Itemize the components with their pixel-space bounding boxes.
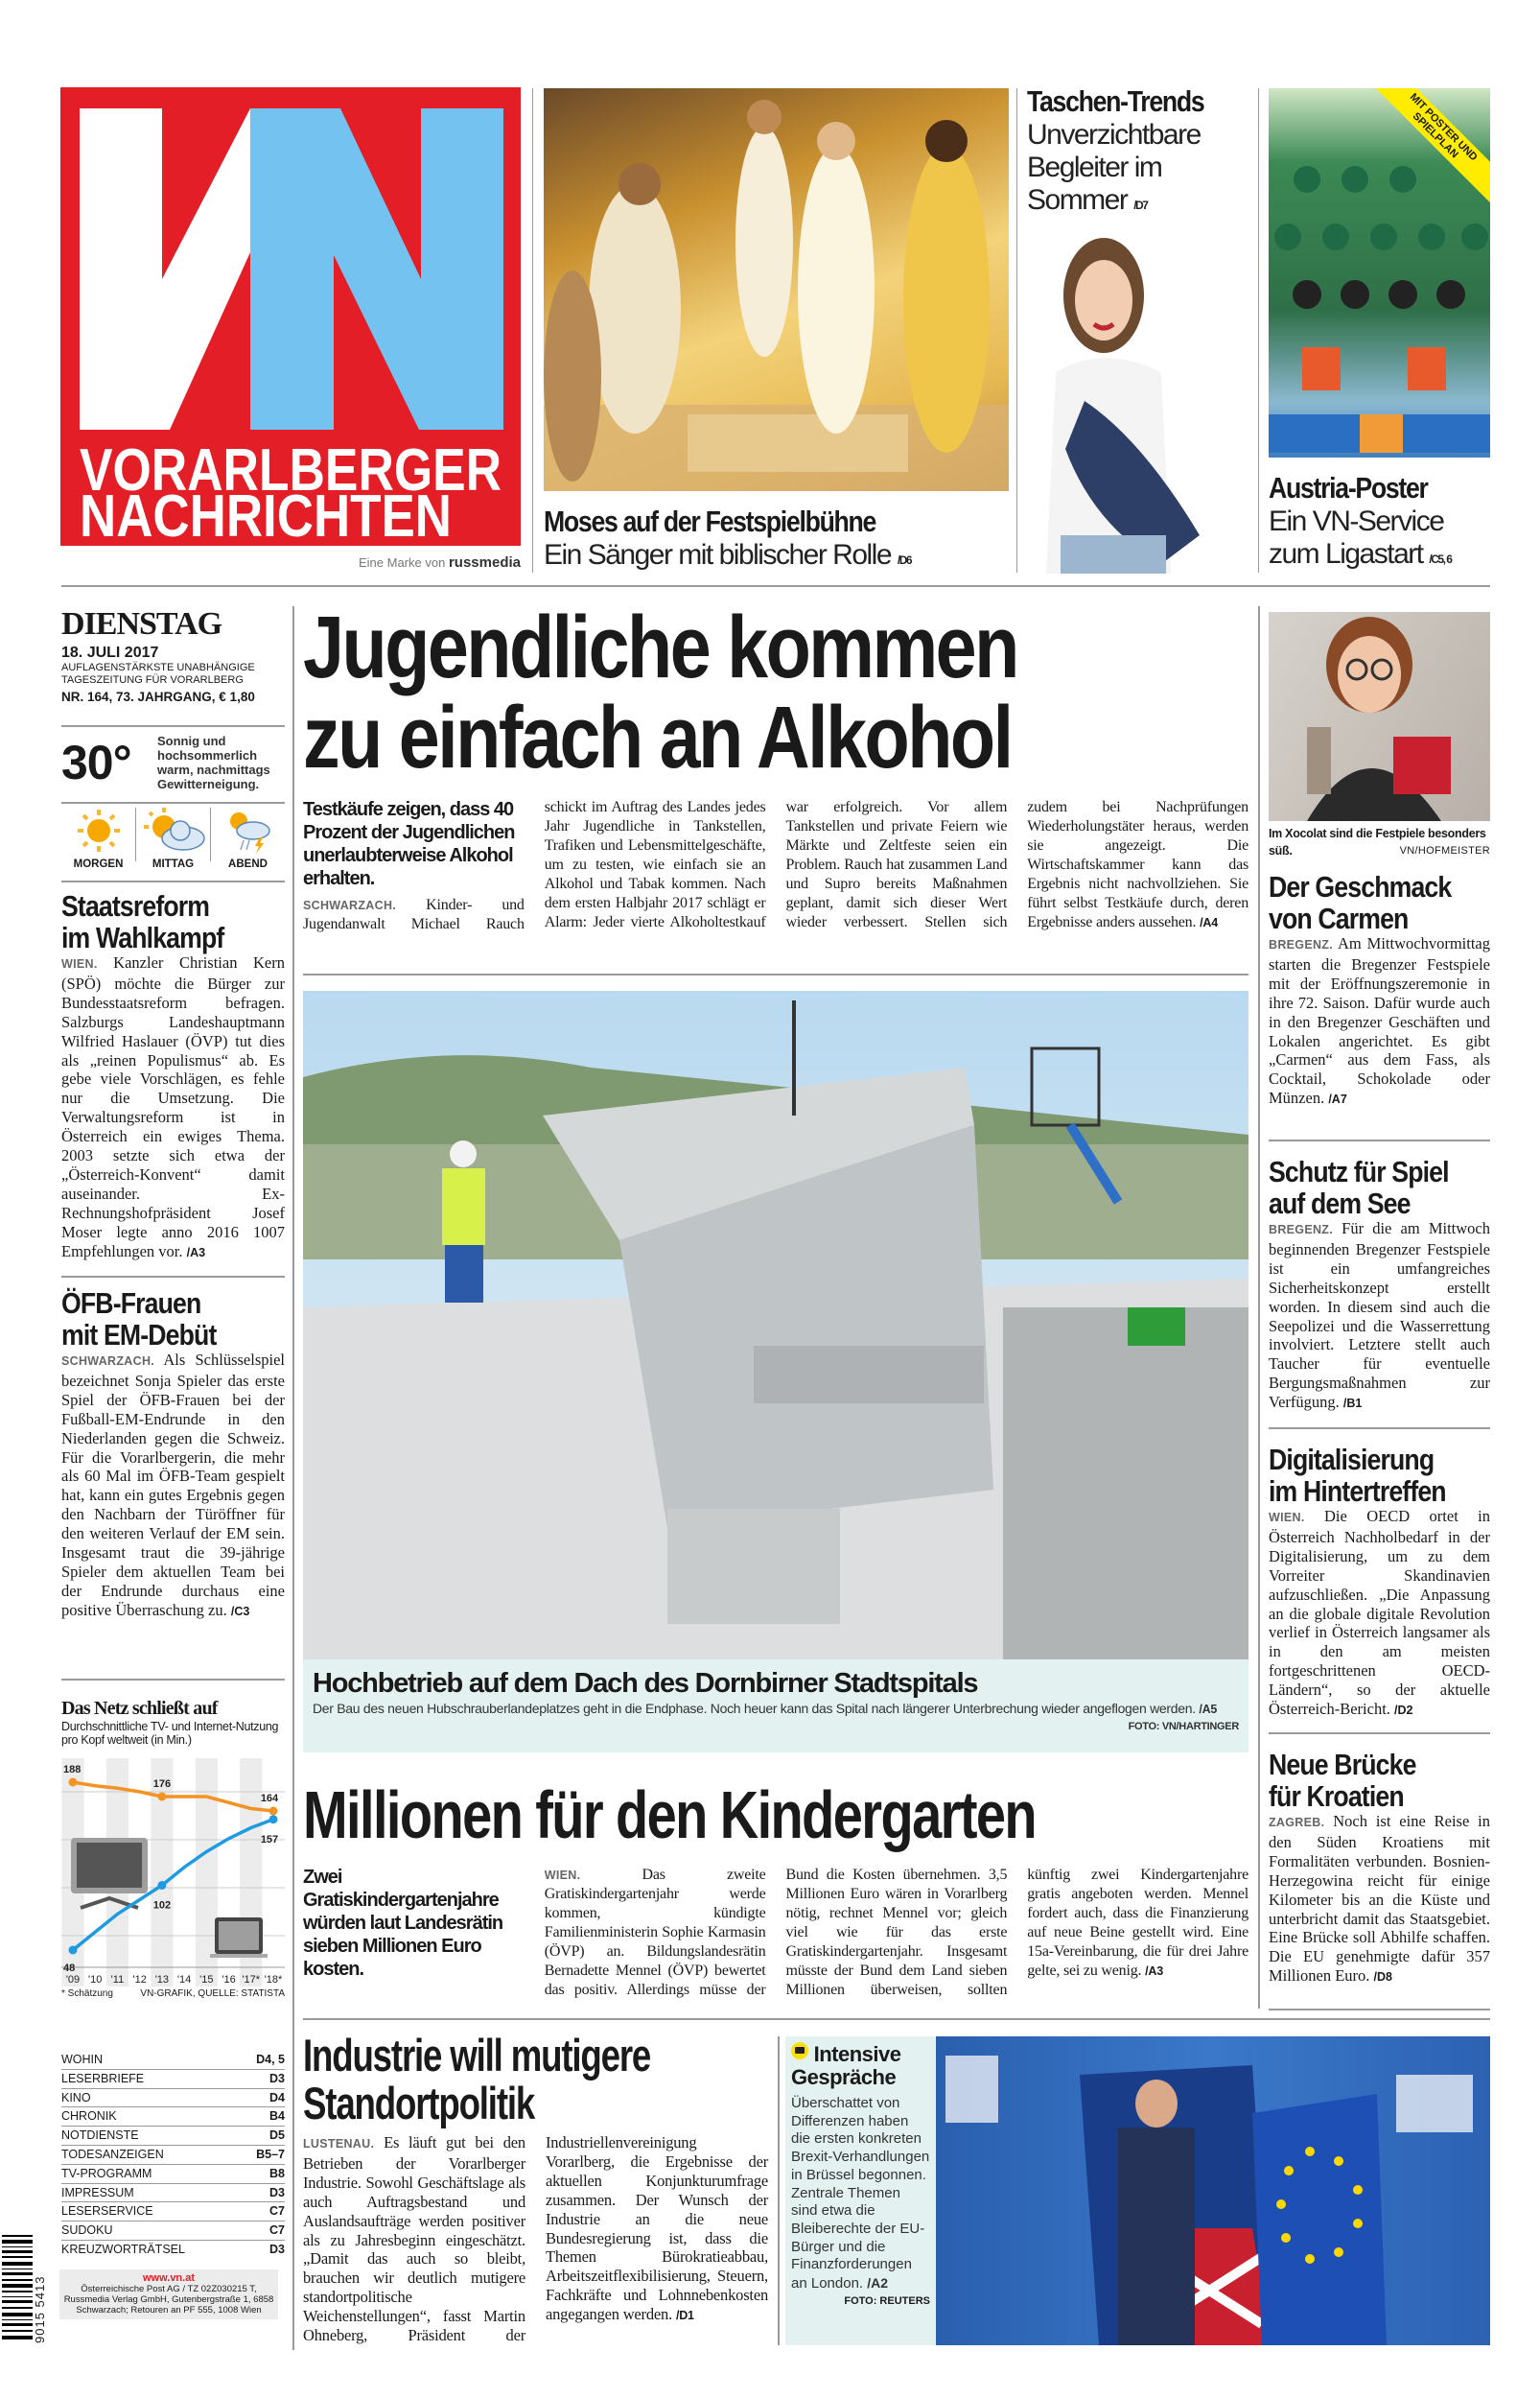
teaser-ref: /C5, 6 [1429,552,1452,566]
story-staatsreform[interactable] [61,890,285,1263]
index-page: C7 [269,2223,285,2238]
index-page: B8 [269,2166,285,2180]
story-body: SCHWARZACH. Als Schlüsselspiel bezeichnet Sonja Spieler das erste Spiel der ÖFB-Frauen bei der Fußball-EM-Endrunde in den Niederlanden gegen die Schweiz. Für die Vorarlbergerin, die mehr als 60 Mal im ÖFB-Team gespielt hat, kann ein gutes Ergebnis gegen den Nachbarn der Türöffner für den weiteren Verlauf der EM sein. Insgesamt traut die 39-jährige Spieler dem aktuellen Team bei der Endrunde durchaus eine positive Überraschung zu. /C3 [61,1351,285,1619]
story-headline: Neue Brücke für Kroatien [1269,1748,1416,1813]
brand-name: russmedia [448,554,521,571]
page-ref: /A2 [867,2275,889,2292]
photo-credit: VN/HOFMEISTER [1399,845,1490,857]
index-page: C7 [269,2204,285,2219]
index-item[interactable] [61,2202,285,2222]
teaser-ref: /D7 [1133,199,1148,212]
index-item[interactable] [61,2127,285,2146]
page-ref: /D1 [675,2309,694,2323]
weather-forecast [61,808,285,870]
teaser-subtitle-text: Ein Sänger mit biblischer Rolle [544,539,892,571]
page-ref: /D8 [1373,1970,1392,1985]
index-label: NOTDIENSTE [61,2128,139,2143]
second-story-text [303,1866,1248,2000]
story-headline: Staatsreform im Wahlkampf [61,889,224,954]
page-ref: /A7 [1328,1093,1347,1107]
weather-box [61,734,285,791]
index-item[interactable] [61,2051,285,2070]
contents-index [61,2051,285,2260]
index-label: TODESANZEIGEN [61,2147,164,2161]
edition-info [61,606,285,704]
index-label: WOHIN [61,2053,104,2066]
index-page: D5 [269,2128,285,2143]
index-item[interactable] [61,2070,285,2089]
x-tick-label: '17* [242,1974,261,1986]
index-label: LESERBRIEFE [61,2071,145,2085]
brexit-credit: FOTO: REUTERS [844,2294,930,2307]
index-item[interactable] [61,2165,285,2184]
poster-banner-text: MIT POSTER UND SPIELPLAN [1407,91,1480,164]
barcode-number: 9015 5413 [33,2275,47,2343]
index-page: B4 [269,2109,285,2124]
teaser-subtitle-text: Unverzichtbare Begleiter im Sommer [1027,119,1201,216]
logo[interactable] [60,87,521,546]
chart-subtitle: Durchschnittliche TV- und Internet-Nutzung pro Kopf weltweit (in Min.) [61,1720,279,1747]
vn-logo-mark [60,87,521,546]
data-point [69,1946,78,1955]
imprint-text: Österreichische Post AG / TZ 02Z030215 T, Russmedia Verlag GmbH, Gutenbergstraße 1, 6858 Schwarzach; Retouren an PF 555, 1008 Wien [63,2284,274,2316]
page-ref: /A4 [1200,916,1218,929]
logo-line1: VORARLBERGER [80,437,502,504]
weather-text: Sonnig und hochsommerlich warm, nachmittags Gewitterneigung. [157,734,270,791]
x-tick-label: '10 [88,1974,103,1986]
page-ref: /A3 [1145,1964,1163,1978]
dateline: WIEN. [61,957,98,971]
lead-story[interactable] [303,599,1248,787]
barcode-icon [2,2233,33,2343]
moses-photo [544,88,1009,491]
data-point [157,1881,166,1890]
forecast-evening [211,808,285,870]
index-label: TV-PROGRAMM [61,2166,152,2180]
camera-icon [791,2042,808,2059]
x-tick-label: '13 [154,1974,170,1986]
footer-box [59,2269,278,2319]
second-lede: Zwei Gratiskindergartenjahre würden laut Landesrätin sieben Millionen Euro kosten. [303,1867,503,1980]
story-body: WIEN. Die OECD ortet in Österreich Nachholbedarf in der Digitalisierung, um zu dem Vorreiter Skandinavien aufzuschließen. „Die Anpassung an die globale digitale Revolution verlief in Österreich langsamer als in den am meisten fortgeschrittenen OECD-Ländern“, so der aktuelle Österreich-Bericht. /D2 [1269,1507,1491,1719]
story-headline: Der Geschmack von Carmen [1269,870,1452,935]
story-right[interactable] [1269,1444,1490,1721]
photo-credit: FOTO: VN/HARTINGER [1128,1721,1239,1732]
story-right[interactable] [1269,871,1490,1110]
chart-title: Das Netz schließt auf [61,1698,218,1719]
x-tick-label: '18* [264,1974,283,1986]
data-point [269,1807,278,1816]
x-tick-label: '14 [176,1974,192,1986]
data-point [269,1815,278,1823]
brand-prefix: Eine Marke von [359,555,446,570]
story-headline: ÖFB-Frauen mit EM-Debüt [61,1286,217,1352]
brexit-body: Überschattet von Differenzen haben die ersten konkreten Brexit-Verhandlungen in Brüssel begonnen. Zentrale Themen sind etwa die Bleiberechte der EU-Bürger und die Finanzforderungen an London. /A2 [791,2095,930,2292]
teaser-subtitle [1269,505,1490,576]
teaser-subtitle-text: Ein VN-Service zum Ligastart [1269,505,1444,570]
story-headline: Schutz für Spiel auf dem See [1269,1155,1449,1220]
dateline: SCHWARZACH. [61,1354,155,1368]
teaser-title: Austria-Poster [1269,471,1428,505]
chart-source: VN-GRAFIK, QUELLE: STATISTA [140,1988,285,1999]
laptop-base-icon [210,1954,268,1958]
line-chart [61,1747,285,1987]
brexit-photo [936,2036,1490,2345]
index-label: CHRONIK [61,2109,117,2124]
teaser-moses[interactable] [544,88,1009,573]
photo-caption: Der Bau des neuen Hubschrauberlandeplatzes geht in die Endphase. Noch heuer kann das Spital nach längerer Unterbrechung wieder angeflogen werden. /A5 FOTO: VN/HARTINGER [313,1700,1239,1718]
sun-cloud-icon [140,808,207,854]
page-ref: /C3 [230,1604,250,1618]
forecast-label: MITTAG [152,858,195,870]
second-body: Zwei Gratiskindergartenjahre würden laut Landesrätin sieben Millionen Euro kosten. WIEN. Das zweite Gratiskindergartenjahr werde kommen, kündigte Familienministerin Sophie Karmasin (ÖVP) an. Bildungslandesrätin Bernadette Mennel (ÖVP) bewertet das positiv. Allerdings müsse der Bund die Kosten übernehmen. 3,5 Millionen Euro wären in Vorarlberg nötig, rechnet Mennel vor; gleich viel wie für das erste Gratiskindergartenjahr. Insgesamt müsste der Bund dem Land sieben Millionen überweisen, sollten künftig zwei Kindergartenjahre gratis angeboten werden. Mennel fordert auch, dass die Finanzierung auf neue Beine gestellt wird. Eine 15a-Vereinbarung, die für drei Jahre gelte, sei zu wenig. /A3 [303,1867,1248,1998]
x-tick-label: '16 [222,1974,236,1986]
data-label: 102 [152,1899,172,1912]
index-label: KINO [61,2090,91,2104]
forecast-midday [136,808,210,870]
woman-with-bag-image [1027,219,1249,574]
brand-line [288,554,521,571]
x-tick-label: '09 [65,1974,81,1986]
x-tick-label: '12 [132,1974,147,1986]
story-headline: Digitalisierung im Hintertreffen [1269,1443,1446,1508]
index-item[interactable] [61,2222,285,2241]
second-story[interactable] [303,1775,1248,1855]
index-label: LESERSERVICE [61,2204,153,2219]
thunderstorm-icon [220,808,277,854]
edition-issue: NR. 164, 73. JAHRGANG, € 1,80 [61,690,255,704]
logo-line2: NACHRICHTEN [80,483,452,546]
story-body: BREGENZ. Am Mittwochvormittag starten die Bregenzer Festspiele mit der Eröffnungszeremonie in ihre 72. Saison. Dafür wurde auch in den Bregenzer Geschäften und Lokalen angerichtet. Es gibt „Carmen“ aus dem Fass, als Cocktail, Schokolade oder Münzen. /A7 [1269,934,1490,1108]
data-label: 188 [63,1764,82,1775]
teaser-title: Taschen-Trends [1027,84,1204,118]
page-ref: /D2 [1394,1704,1413,1718]
edition-tagline: AUFLAGENSTÄRKSTE UNABHÄNGIGE TAGESZEITUNG FÜR VORARLBERG [61,662,255,686]
index-item[interactable] [61,2146,285,2165]
story-right[interactable] [1269,1749,1490,1987]
forecast-label: MORGEN [73,858,124,870]
chart-band [196,1758,218,1987]
index-label: SUDOKU [61,2223,113,2238]
dateline: ZAGREB. [1269,1816,1325,1829]
brexit-title: Intensive Gespräche [791,2042,901,2089]
chart-footnote: * Schätzung [61,1988,113,1999]
photo-caption-box [303,1659,1248,1752]
barcode [2,2233,48,2343]
lead-story-text [303,798,1248,934]
index-item[interactable] [61,2184,285,2203]
data-label: 48 [63,1963,76,1974]
sun-icon [70,808,128,854]
industry-headline: Industrie will mutigere Standortpolitik [303,2030,651,2128]
xocolat-caption: Im Xocolat sind die Festpiele besonders süß. VN/HOFMEISTER [1269,827,1490,858]
index-page: D3 [269,2071,285,2085]
dateline: LUSTENAU. [303,2137,375,2151]
teaser-title: Moses auf der Festspielbühne [544,505,876,538]
xocolat-photo [1269,612,1490,821]
lead-headline: Jugendliche kommen zu einfach an Alkohol [303,599,1017,787]
forecast-morning [61,808,135,870]
index-page: D3 [269,2185,285,2199]
second-headline: Millionen für den Kindergarten [303,1777,1037,1852]
photo-title: Hochbetrieb auf dem Dach des Dornbirner Stadtspitals [313,1668,978,1699]
industry-story[interactable] [303,2032,768,2345]
tv-screen-icon [77,1843,142,1888]
chart-netz [61,1698,285,1999]
index-page: D3 [269,2242,285,2256]
page-ref: /A3 [186,1245,206,1259]
index-item[interactable] [61,2241,285,2260]
dateline: BREGENZ. [1269,938,1333,952]
teaser-bags[interactable] [1027,84,1249,574]
story-right[interactable] [1269,1156,1490,1414]
x-tick-label: '15 [199,1974,214,1986]
index-page: D4, 5 [256,2053,285,2066]
index-page: B5–7 [256,2147,285,2161]
data-label: 164 [260,1793,279,1804]
edition-date: 18. JULI 2017 [61,645,159,661]
lead-lede: Testkäufe zeigen, dass 40 Prozent der Jugendlichen unerlaubterweise Alkohol erhalten. [303,799,515,889]
photo-story[interactable] [303,991,1248,1752]
story-oefb-frauen[interactable] [61,1287,285,1622]
index-label: IMPRESSUM [61,2185,134,2199]
brexit-box[interactable] [785,2036,936,2345]
story-body: WIEN. Kanzler Christian Kern (SPÖ) möchte die Bürger zur Bundesstaatsreform befragen. Salzburgs Landeshauptmann Wilfried Haslauer (ÖVP) tut dies als „reinen Populismus“ ab. Es gebe viele Vorschlägen, es fehle nur die Umsetzung. Die Verwaltungsreform ist in Österreich ein ewiges Thema. 2003 setzte sich etwa der „Österreich-Konvent“ damit auseinander. Ex-Rechnungshofpräsident Josef Moser legte anno 2016 1007 Empfehlungen vor. /A3 [61,953,285,1260]
data-point [69,1778,78,1787]
x-tick-label: '11 [110,1974,125,1986]
woman-with-chocolate-image [1269,612,1490,821]
page-ref: /B1 [1342,1397,1363,1411]
lead-body: Testkäufe zeigen, dass 40 Prozent der Jugendlichen unerlaubterweise Alkohol erhalten. SCHWARZACH. Kinder- und Jugendanwalt Michael Rauch schickt im Auftrag des Landes jedes Jahr Jugendliche in Tankstellen, Trafiken und Lebensmittelgeschäfte, um zu testen, wie einfach sie an Alkohol und Tabak kommen. Nach dem ersten Halbjahr 2017 schlägt er Alarm: Jeder vierte Alkoholtestkauf war erfolgreich. Vor allem Tankstellen und private Feiern wie Märkte und Zeltfeste seien ein Problem. Rauch hat zusammen Land und Supro bereits Maßnahmen geplant, damit sich dieser Wert wieder verbessert. Stellen sich zudem bei Nachprüfungen Wiederholungstäter heraus, werden sie angezeigt. Die Wirtschaftskammer kann das Ergebnis nicht nachvollziehen. Sie führt selbst Testkäufe durch, deren Ergebnisse anders aussehen. /A4 [303,799,1248,932]
weather-temp: 30° [61,736,131,789]
industry-body: LUSTENAU. Es läuft gut bei den Betrieben der Vorarlberger Industrie. Sowohl Geschäftslage als auch Auftragsbestand und Auslandsaufträge werden positiver als zu Jahresbeginn eingeschätzt. „Damit das auch so bleibt, brauchen wir deutlich mutigere standortpolitische Weichenstellungen“, fasst Martin Ohneberg, Präsident der Industriellenvereinigung Vorarlberg, die Ergebnisse der aktuellen Konjunkturumfrage zusammen. Der Wunsch der Industrie an die neue Bundesregierung ist, dass die Themen Bürokratieabbau, Arbeitszeitflexibilisierung, Steuern, Fachkräfte und Lohnnebenkosten angegangen werden. /D1 [303,2133,768,2345]
story-body: BREGENZ. Für die am Mittwoch beginnenden Bregenzer Festspiele ist ein umfangreiches Sicherheitskonzept erstellt worden. In diesem sind auch die Seepolizei und die Wasserrettung involviert. Letztere stellt auch Taucher für eventuelle Bergungsmaßnahmen zur Verfügung. /B1 [1269,1219,1491,1412]
index-item[interactable] [61,2107,285,2127]
dateline: BREGENZ. [1269,1223,1333,1236]
index-item[interactable] [61,2089,285,2108]
edition-day: DIENSTAG [61,606,222,642]
data-label: 157 [260,1833,279,1846]
website-link[interactable]: www.vn.at [143,2272,195,2284]
teaser-austria[interactable] [1269,88,1490,573]
dateline: WIEN. [1269,1511,1305,1524]
teaser-ref: /D6 [897,553,912,567]
dateline: SCHWARZACH. [303,899,397,912]
teaser-subtitle [544,539,1009,572]
hospital-roof-photo [303,991,1248,1659]
data-label: 176 [152,1778,172,1790]
index-page: D4 [269,2090,285,2104]
forecast-label: ABEND [228,858,268,870]
team-photo [1269,88,1490,458]
chart-footer [61,1988,285,1999]
data-point [157,1793,166,1801]
dateline: WIEN. [544,1869,581,1882]
story-body: ZAGREB. Noch ist eine Reise in den Süden Kroatiens mit Formalitäten verbunden. Bosnien-Herzegowina reicht für einige Kilometer bis an die Küste und unterbricht damit das Staatsgebiet. Eine Brücke soll Abhilfe schaffen. Die EU genehmigte dafür 357 Millionen Euro. /D8 [1269,1812,1490,1986]
teaser-subtitle [1027,119,1238,222]
index-label: KREUZWORTRÄTSEL [61,2242,185,2256]
flags-photo [936,2036,1490,2345]
stage-figures-image [544,88,1009,491]
laptop-screen-icon [219,1921,259,1950]
page-ref: /A5 [1199,1703,1217,1716]
